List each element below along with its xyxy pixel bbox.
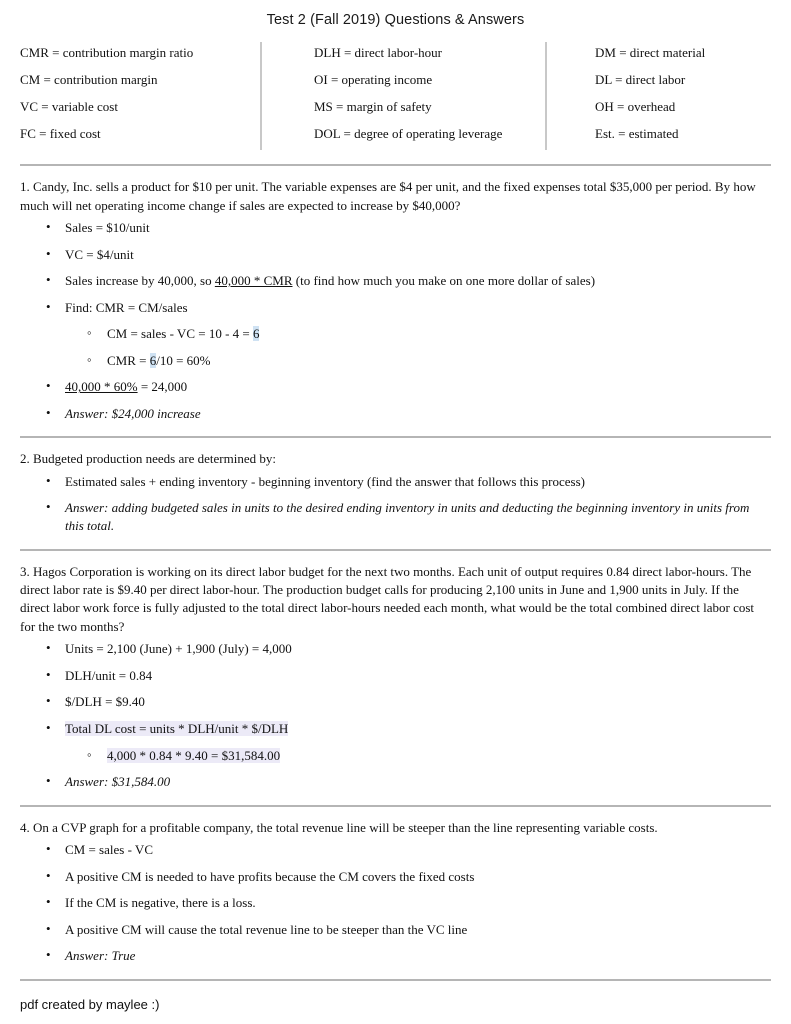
list-item — [46, 894, 771, 912]
section-divider — [20, 436, 771, 438]
list-item-answer — [46, 499, 771, 534]
question-1-bullet-list — [20, 219, 771, 422]
underlined-formula: 40,000 * 60% — [65, 379, 138, 395]
bullet-text: A positive CM will cause the total revenue line to be steeper than the VC line — [65, 921, 468, 937]
question-3 — [20, 563, 771, 791]
abbreviation-item: CMR = contribution margin ratio — [20, 45, 194, 60]
abbreviation-item: Est. = estimated — [595, 126, 679, 142]
sub-bullet-text: CM = sales - VC = 10 - 4 = — [107, 326, 253, 342]
abbreviation-item: OI = operating income — [314, 72, 433, 88]
answer-text: Answer: $31,584.00 — [65, 774, 171, 790]
abbreviation-item: CM = contribution margin — [20, 72, 158, 88]
abbreviation-column-1 — [20, 42, 260, 150]
list-item-answer — [46, 947, 771, 965]
question-2-bullet-list — [20, 473, 771, 535]
footer-credit: pdf created by maylee :) — [20, 996, 160, 1012]
sub-list-item — [87, 747, 771, 765]
sub-list-item — [87, 325, 771, 343]
question-prompt: 4. On a CVP graph for a profitable company, the total revenue line will be steeper than the line representing variable costs. — [20, 819, 658, 835]
list-item — [46, 841, 771, 859]
bullet-text: If the CM is negative, there is a loss. — [65, 895, 256, 911]
question-4-bullet-list — [20, 841, 771, 965]
bullet-text: DLH/unit = 0.84 — [65, 667, 153, 683]
answer-text: Answer: adding budgeted sales in units to the desired ending inventory in units and deducting the beginning inventory in units from this total. — [65, 500, 750, 534]
sub-bullet-text-prefix: CMR = — [107, 352, 150, 368]
list-item — [46, 640, 771, 658]
section-divider — [20, 549, 771, 551]
highlighted-formula: Total DL cost = units * DLH/unit * $/DLH — [65, 721, 289, 737]
abbreviation-item: OH = overhead — [595, 99, 676, 115]
bullet-text: VC = $4/unit — [65, 246, 134, 262]
bullet-text: CM = sales - VC — [65, 842, 153, 858]
underlined-formula: 40,000 * CMR — [214, 273, 293, 289]
abbreviation-legend — [20, 42, 771, 150]
highlighted-value: 6 — [149, 352, 157, 368]
answer-text: Answer: $24,000 increase — [65, 405, 201, 421]
question-prompt: 1. Candy, Inc. sells a product for $10 per unit. The variable expenses are $4 per unit, and the fixed expenses total $35,000 per period. By how much will net operating income change if sales are expected to increase by $40,000? — [20, 179, 756, 213]
bullet-text: Units = 2,100 (June) + 1,900 (July) = 4,000 — [65, 641, 292, 657]
list-item-answer — [46, 773, 771, 791]
abbreviation-item: DM = direct material — [595, 45, 706, 60]
question-3-bullet-list — [20, 640, 771, 790]
abbreviation-item: FC = fixed cost — [20, 126, 101, 142]
bullet-text: Estimated sales + ending inventory - beginning inventory (find the answer that follows this process) — [65, 473, 585, 489]
bullet-text: Sales = $10/unit — [65, 220, 150, 236]
page-title: Test 2 (Fall 2019) Questions & Answers — [266, 12, 525, 28]
bullet-text-prefix: Sales increase by 40,000, so — [65, 273, 215, 289]
abbreviation-item: DL = direct labor — [595, 72, 686, 88]
bullet-text: $/DLH = $9.40 — [65, 694, 145, 710]
bullet-text-suffix: = 24,000 — [137, 379, 188, 395]
answer-text: Answer: True — [65, 948, 136, 964]
abbreviation-item: MS = margin of safety — [314, 99, 432, 115]
list-item — [46, 720, 771, 764]
list-item — [46, 667, 771, 685]
question-1-sub-list — [65, 325, 771, 369]
list-item-answer — [46, 405, 771, 423]
list-item — [46, 473, 771, 491]
list-item — [46, 378, 771, 396]
sub-bullet-text-suffix: /10 = 60% — [156, 352, 211, 368]
section-divider — [20, 164, 771, 166]
bullet-text-suffix: (to find how much you make on one more dollar of sales) — [292, 273, 596, 289]
section-divider — [20, 805, 771, 807]
abbreviation-item: DLH = direct labor-hour — [314, 45, 443, 60]
abbreviation-column-3 — [545, 42, 759, 150]
list-item — [46, 272, 771, 290]
list-item — [46, 299, 771, 370]
question-3-sub-list — [65, 747, 771, 765]
sub-list-item — [87, 352, 771, 370]
footer-divider — [20, 979, 771, 981]
list-item — [46, 246, 771, 264]
highlighted-calculation: 4,000 * 0.84 * 9.40 = $31,584.00 — [107, 747, 281, 763]
bullet-text: A positive CM is needed to have profits because the CM covers the fixed costs — [65, 868, 475, 884]
list-item — [46, 921, 771, 939]
question-4 — [20, 819, 771, 965]
list-item — [46, 219, 771, 237]
question-prompt: 2. Budgeted production needs are determined by: — [20, 451, 276, 467]
abbreviation-item: VC = variable cost — [20, 99, 118, 115]
list-item — [46, 868, 771, 886]
highlighted-value: 6 — [252, 326, 260, 342]
abbreviation-column-2 — [260, 42, 545, 150]
question-prompt: 3. Hagos Corporation is working on its direct labor budget for the next two months. Each unit of output requires 0.84 direct labor-hours. The direct labor rate is $9.40 per direct labor-hour. The production budget calls for producing 2,100 units in June and 1,900 units in July. If the direct labor work force is fully adjusted to the total direct labor-hours needed each month, what would be the total combined direct labor cost for the two months? — [20, 563, 755, 634]
bullet-text: Find: CMR = CM/sales — [65, 299, 188, 315]
question-1 — [20, 178, 771, 422]
question-2 — [20, 450, 771, 534]
list-item — [46, 693, 771, 711]
abbreviation-item: DOL = degree of operating leverage — [314, 126, 503, 142]
